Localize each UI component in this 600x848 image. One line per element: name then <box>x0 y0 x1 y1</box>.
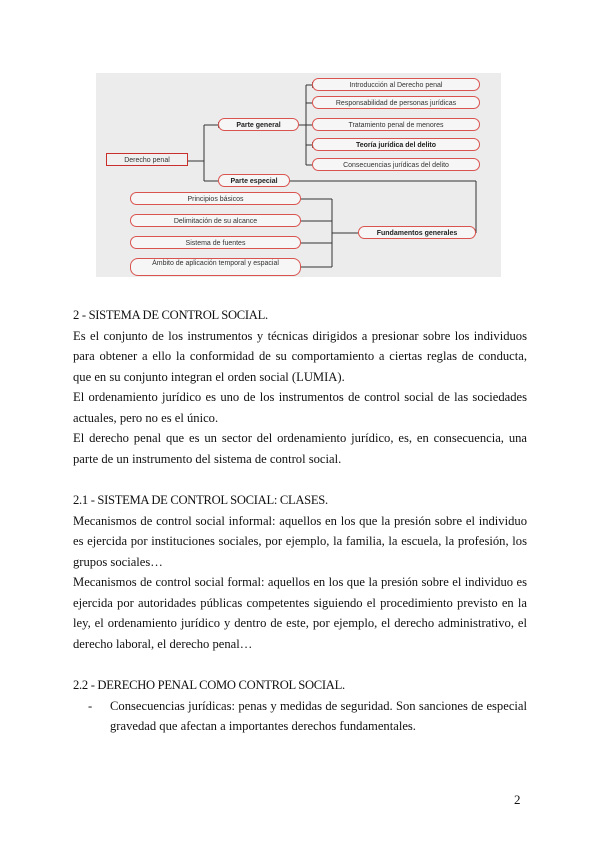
bullet-marker: - <box>88 698 93 713</box>
diagram-node-general-child: Teoría jurídica del delito <box>312 138 480 151</box>
diagram-node-root: Derecho penal <box>106 153 188 166</box>
bullet-text: Consecuencias jurídicas: penas y medidas de seguridad. Son sanciones de especial gravedad que afectan a importantes derechos fundamentales. <box>110 698 527 733</box>
diagram-node-fundamentos-child: Delimitación de su alcance <box>130 214 301 227</box>
section-sistema-control-social <box>73 305 527 469</box>
paragraph: El ordenamiento jurídico es uno de los instrumentos de control social de las sociedades actuales, pero no es el único. <box>73 390 527 425</box>
diagram-node-general-child: Responsabilidad de personas jurídicas <box>312 96 480 109</box>
section-heading: 2.1 - SISTEMA DE CONTROL SOCIAL: CLASES. <box>73 493 328 507</box>
section-derecho-penal-control-social <box>73 675 527 737</box>
paragraph: Mecanismos de control social informal: aquellos en los que la presión sobre el individuo es ejercida por instituciones sociales, por ejemplo, la familia, la escuela, la profesión, los grupos sociales… <box>73 513 527 569</box>
diagram-node-fundamentos-child: Sistema de fuentes <box>130 236 301 249</box>
section-heading: 2.2 - DERECHO PENAL COMO CONTROL SOCIAL. <box>73 678 345 692</box>
diagram-node-fundamentos-child: Principios básicos <box>130 192 301 205</box>
diagram-node-general-child: Tratamiento penal de menores <box>312 118 480 131</box>
section-heading: 2 - SISTEMA DE CONTROL SOCIAL. <box>73 308 268 322</box>
concept-map-diagram <box>96 73 501 277</box>
diagram-node-general-child: Introducción al Derecho penal <box>312 78 480 91</box>
page-number: 2 <box>514 792 521 807</box>
diagram-node-parte-especial: Parte especial <box>218 174 290 187</box>
paragraph: Es el conjunto de los instrumentos y técnicas dirigidos a presionar sobre los individuos para obtener a ello la conformidad de su comportamiento a ciertas reglas de conducta, que en su conjunto integran el orden social (LUMIA). <box>73 328 527 384</box>
diagram-node-general-child: Consecuencias jurídicas del delito <box>312 158 480 171</box>
diagram-node-fundamentos: Fundamentos generales <box>358 226 476 239</box>
paragraph: El derecho penal que es un sector del ordenamiento jurídico, es, en consecuencia, una parte de un instrumento del sistema de control social. <box>73 431 527 466</box>
section-clases <box>73 490 527 654</box>
diagram-node-parte-general: Parte general <box>218 118 299 131</box>
diagram-node-fundamentos-child: Ámbito de aplicación temporal y espacial <box>130 258 301 276</box>
paragraph: Mecanismos de control social formal: aquellos en los que la presión sobre el individuo es ejercida por autoridades públicas competentes siguiendo el procedimiento previsto en la ley, el ordenamiento jurídico y dentro de este, por ejemplo, el derecho administrativo, el derecho laboral, el derecho penal… <box>73 575 527 651</box>
bullet-item <box>73 696 527 737</box>
